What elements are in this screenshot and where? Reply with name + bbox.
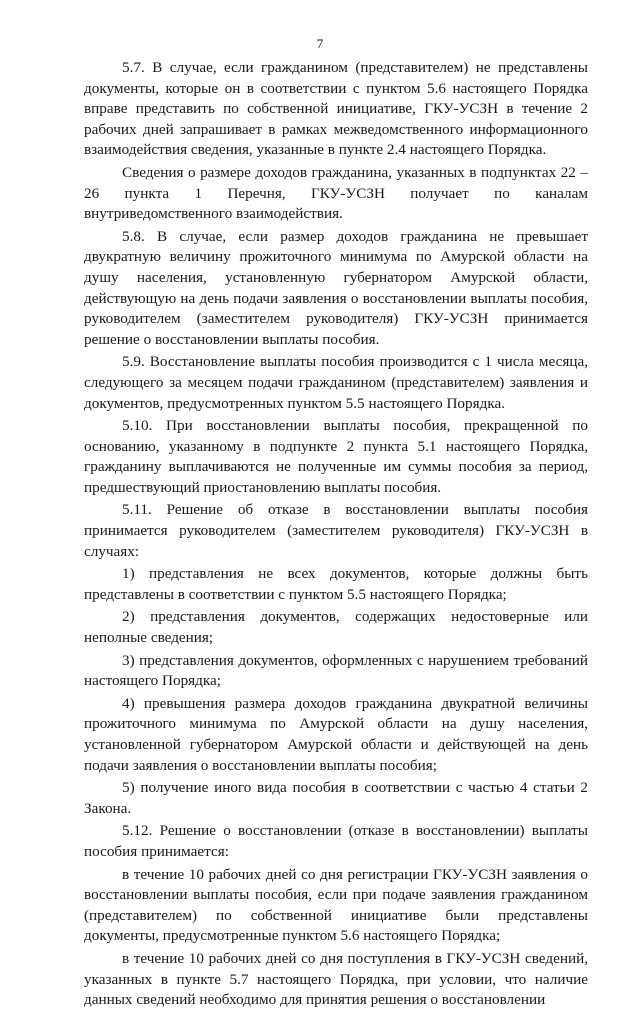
paragraph-5-7: 5.7. В случае, если гражданином (представителем) не представлены документы, которые он в соответствии с пунктом 5.6 настоящего Порядка вправе представить по собственной инициативе, ГКУ-УСЗН в течение 2 рабочих дней запрашивает в рамках межведомственного информационного взаимодействия сведения, указанные в пункте 2.4 настоящего Порядка. — [84, 59, 588, 159]
document-body — [84, 58, 588, 1013]
list-item-5-11-1: 1) представления не всех документов, которые должны быть представлены в соответствии с пунктом 5.5 настоящего Порядка; — [84, 565, 588, 603]
paragraph-5-8: 5.8. В случае, если размер доходов гражданина не превышает двукратную величину прожиточного минимума по Амурской области на душу населения, установленную губернатором Амурской области, действующую на день подачи заявления о восстановлении выплаты пособия, руководителем (заместителем руководителя) ГКУ-УСЗН принимается решение о восстановлении выплаты пособия. — [84, 227, 588, 348]
paragraph-5-9: 5.9. Восстановление выплаты пособия производится с 1 числа месяца, следующего за месяцем подачи гражданином (представителем) заявления и документов, предусмотренных пунктом 5.5 настоящего Порядка. — [84, 353, 588, 412]
list-item-5-11-5: 5) получение иного вида пособия в соответствии с частью 4 статьи 2 Закона. — [84, 779, 588, 817]
list-item-5-11-3: 3) представления документов, оформленных с нарушением требований настоящего Порядка; — [84, 651, 588, 690]
paragraph-5-10: 5.10. При восстановлении выплаты пособия, прекращенной по основанию, указанному в подпункте 2 пункта 5.1 настоящего Порядка, гражданину выплачиваются не полученные им суммы пособия за период, предшествующий приостановлению выплаты пособия. — [84, 417, 588, 496]
list-item-5-11-2: 2) представления документов, содержащих недостоверные или неполные сведения; — [84, 608, 588, 647]
page-number: 7 — [316, 36, 324, 51]
paragraph-5-11: 5.11. Решение об отказе в восстановлении выплаты пособия принимается руководителем (заместителем руководителя) ГКУ-УСЗН в случаях: — [84, 501, 588, 560]
paragraph-income-info: Сведения о размере доходов гражданина, указанных в подпунктах 22 – 26 пункта 1 Перечня, ГКУ-УСЗН получает по каналам внутриведомственного взаимодействия. — [84, 163, 588, 223]
list-item-5-12-b: в течение 10 рабочих дней со дня поступления в ГКУ-УСЗН сведений, указанных в пункте 5.7 настоящего Порядка, при условии, что наличие данных сведений необходимо для принятия решения о восстановлении — [84, 949, 588, 1009]
list-item-5-12-a: в течение 10 рабочих дней со дня регистрации ГКУ-УСЗН заявления о восстановлении выплаты пособия, если при подаче заявления гражданином (представителем) по собственной инициативе были представлены документы, предусмотренные пунктом 5.6 настоящего Порядка; — [84, 865, 588, 945]
list-item-5-11-4: 4) превышения размера доходов гражданина двукратной величины прожиточного минимума по Амурской области на душу населения, установленной губернатором Амурской области и действующей на день подачи заявления о восстановлении выплаты пособия; — [84, 694, 588, 774]
paragraph-5-12: 5.12. Решение о восстановлении (отказе в восстановлении) выплаты пособия принимается: — [84, 822, 588, 860]
